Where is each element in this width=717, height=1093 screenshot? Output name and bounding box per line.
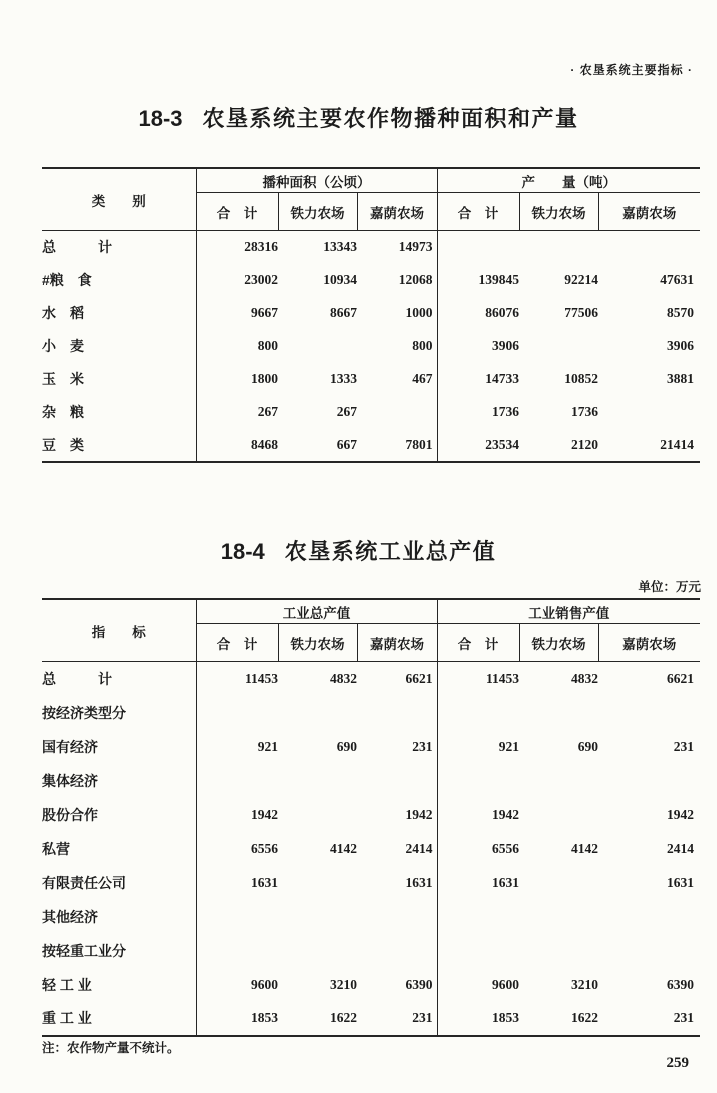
table-row [42, 231, 700, 264]
cell [278, 934, 357, 968]
cell [196, 696, 278, 730]
cell: 4142 [571, 840, 599, 856]
group-header-output: 产 量（吨） [437, 168, 700, 193]
cell: 47631 [660, 272, 695, 287]
cell [519, 866, 598, 900]
col-header-tieli-farm: 铁力农场 [519, 193, 598, 231]
cell: 267 [336, 404, 357, 419]
cell: 1736 [492, 404, 520, 419]
cell: 3210 [330, 976, 357, 992]
cell [519, 764, 598, 798]
cell: 1942 [357, 798, 437, 832]
cell [278, 798, 357, 832]
group-header-sown-area: 播种面积（公顷） [196, 168, 437, 193]
cell [598, 764, 700, 798]
cell: 1631 [492, 874, 520, 890]
cell: 8468 [251, 436, 278, 452]
group-header-row [42, 168, 700, 193]
cell: 231 [673, 738, 695, 754]
cell [598, 696, 700, 730]
cell [437, 764, 519, 798]
cell: 1853 [251, 1010, 278, 1025]
table-row [42, 1002, 700, 1036]
cell: 9667 [251, 305, 278, 320]
row-label: 国有经济 [42, 730, 196, 764]
cell: 2414 [357, 832, 437, 866]
cell: 10934 [323, 272, 357, 287]
table1-title [0, 102, 717, 133]
running-header: · 农垦系统主要指标 · [570, 63, 693, 77]
cell [437, 900, 519, 934]
row-label: 股份合作 [42, 798, 196, 832]
cell: 467 [357, 363, 437, 396]
cell: 3906 [492, 338, 520, 353]
cell [357, 900, 437, 934]
table-row [42, 900, 700, 934]
cell: 1736 [571, 404, 599, 419]
cell [278, 696, 357, 730]
table2-number: 18-4 [220, 539, 265, 564]
row-label: 有限责任公司 [42, 866, 196, 900]
row-label: 其他经济 [42, 900, 196, 934]
cell [196, 934, 278, 968]
table-row [42, 396, 700, 429]
row-label: 小 麦 [42, 330, 196, 363]
cell [519, 696, 598, 730]
cell: 1000 [357, 297, 437, 330]
cell: 8570 [667, 305, 695, 320]
cell [437, 696, 519, 730]
row-label: 水 稻 [42, 297, 196, 330]
cell [437, 231, 519, 264]
table2-title-text: 农垦系统工业总产值 [284, 539, 497, 564]
cell: 690 [336, 738, 357, 754]
col-header-jiayin-farm: 嘉荫农场 [357, 193, 437, 231]
table-row [42, 798, 700, 832]
cell [598, 900, 700, 934]
cell: 921 [498, 738, 520, 754]
cell: 11453 [244, 670, 278, 686]
cell [519, 900, 598, 934]
col-header-total: 合 计 [437, 624, 519, 662]
cell [278, 330, 357, 363]
cell [278, 866, 357, 900]
cell: 3881 [667, 371, 695, 386]
cell: 1942 [251, 806, 278, 822]
cell [519, 934, 598, 968]
cell: 23002 [244, 272, 278, 287]
cell: 231 [673, 1010, 695, 1025]
cell: 1853 [492, 1010, 520, 1025]
cell: 13343 [323, 239, 357, 255]
row-label: 私营 [42, 832, 196, 866]
cell: 1622 [330, 1010, 357, 1025]
cell: 1631 [251, 874, 278, 890]
cell: 1333 [330, 371, 357, 386]
cell: 1942 [667, 806, 695, 822]
row-label: 玉 米 [42, 363, 196, 396]
cell: 1622 [571, 1010, 599, 1025]
cell: 9600 [251, 976, 278, 992]
cell: 28316 [244, 239, 278, 255]
cell [519, 330, 598, 363]
cell [598, 934, 700, 968]
cell [519, 798, 598, 832]
table-row [42, 297, 700, 330]
cell: 6556 [492, 840, 520, 856]
col-header-tieli-farm: 铁力农场 [278, 193, 357, 231]
cell: 1800 [251, 371, 278, 386]
table-body [42, 231, 700, 462]
cell: 667 [336, 436, 357, 452]
table-row [42, 934, 700, 968]
table-row [42, 264, 700, 297]
footnote: 注：农作物产量不统计。 [42, 1041, 180, 1055]
cell: 7801 [357, 429, 437, 462]
cell [278, 900, 357, 934]
table2-title [0, 535, 717, 566]
row-label: 按经济类型分 [42, 696, 196, 730]
col-header-jiayin-farm: 嘉荫农场 [598, 193, 700, 231]
stub-header: 类 别 [42, 168, 196, 231]
cell: 92214 [564, 272, 599, 287]
page-number: 259 [666, 1055, 689, 1071]
cell: 10852 [564, 371, 599, 386]
group-header-row [42, 599, 700, 624]
cell: 6621 [667, 670, 695, 686]
table-18-3 [42, 167, 700, 463]
row-label: 重 工 业 [42, 1002, 196, 1036]
table-row [42, 832, 700, 866]
cell [437, 934, 519, 968]
cell [519, 231, 598, 264]
col-header-tieli-farm: 铁力农场 [519, 624, 598, 662]
cell: 3906 [667, 338, 695, 353]
cell [196, 900, 278, 934]
cell [357, 396, 437, 429]
cell: 21414 [660, 436, 695, 452]
group-header-gross-output: 工业总产值 [196, 599, 437, 624]
table-row [42, 764, 700, 798]
cell: 231 [357, 1002, 437, 1036]
cell [598, 231, 700, 264]
cell [357, 764, 437, 798]
cell [278, 764, 357, 798]
cell: 6390 [667, 976, 695, 992]
col-header-total: 合 计 [437, 193, 519, 231]
cell [357, 934, 437, 968]
table-row [42, 330, 700, 363]
cell: 2120 [571, 436, 599, 452]
stub-header: 指 标 [42, 599, 196, 662]
col-header-tieli-farm: 铁力农场 [278, 624, 357, 662]
col-header-total: 合 计 [196, 624, 278, 662]
cell: 1942 [492, 806, 520, 822]
row-label: 总 计 [42, 662, 196, 696]
row-label: 总 计 [42, 231, 196, 264]
cell: 12068 [357, 264, 437, 297]
cell: 6556 [251, 840, 278, 856]
cell [196, 764, 278, 798]
cell: 231 [357, 730, 437, 764]
cell: 4832 [571, 670, 599, 686]
cell: 1631 [357, 866, 437, 900]
cell: 4142 [330, 840, 357, 856]
table-row [42, 866, 700, 900]
table-row [42, 363, 700, 396]
table-row [42, 696, 700, 730]
cell: 4832 [330, 670, 357, 686]
table1-number: 18-3 [138, 106, 183, 131]
cell: 23534 [485, 436, 520, 452]
cell: 921 [257, 738, 278, 754]
table-18-4 [42, 598, 700, 1037]
cell: 800 [357, 330, 437, 363]
unit-label: 单位：万元 [638, 580, 701, 594]
cell: 3210 [571, 976, 599, 992]
cell: 690 [577, 738, 599, 754]
row-label: 轻 工 业 [42, 968, 196, 1002]
cell: 11453 [486, 670, 520, 686]
table-row [42, 968, 700, 1002]
row-label: 杂 粮 [42, 396, 196, 429]
cell: 86076 [485, 305, 520, 320]
col-header-jiayin-farm: 嘉荫农场 [357, 624, 437, 662]
col-header-jiayin-farm: 嘉荫农场 [598, 624, 700, 662]
cell: 800 [257, 338, 278, 353]
col-header-total: 合 计 [196, 193, 278, 231]
cell [598, 396, 700, 429]
table-row [42, 662, 700, 696]
table1-title-text: 农垦系统主要农作物播种面积和产量 [202, 106, 579, 131]
cell: 2414 [667, 840, 695, 856]
cell: 139845 [478, 272, 520, 287]
group-header-sales-output: 工业销售产值 [437, 599, 700, 624]
cell [357, 696, 437, 730]
cell: 1631 [667, 874, 695, 890]
row-label: 豆 类 [42, 429, 196, 462]
cell: 267 [257, 404, 278, 419]
cell: 9600 [492, 976, 520, 992]
table-row [42, 429, 700, 462]
cell: 77506 [564, 305, 599, 320]
row-label: #粮 食 [42, 264, 196, 297]
cell: 6390 [357, 968, 437, 1002]
row-label: 集体经济 [42, 764, 196, 798]
table-body [42, 662, 700, 1036]
cell: 14733 [485, 371, 520, 386]
cell: 14973 [357, 231, 437, 264]
cell: 6621 [357, 662, 437, 696]
row-label: 按轻重工业分 [42, 934, 196, 968]
cell: 8667 [330, 305, 357, 320]
table-row [42, 730, 700, 764]
